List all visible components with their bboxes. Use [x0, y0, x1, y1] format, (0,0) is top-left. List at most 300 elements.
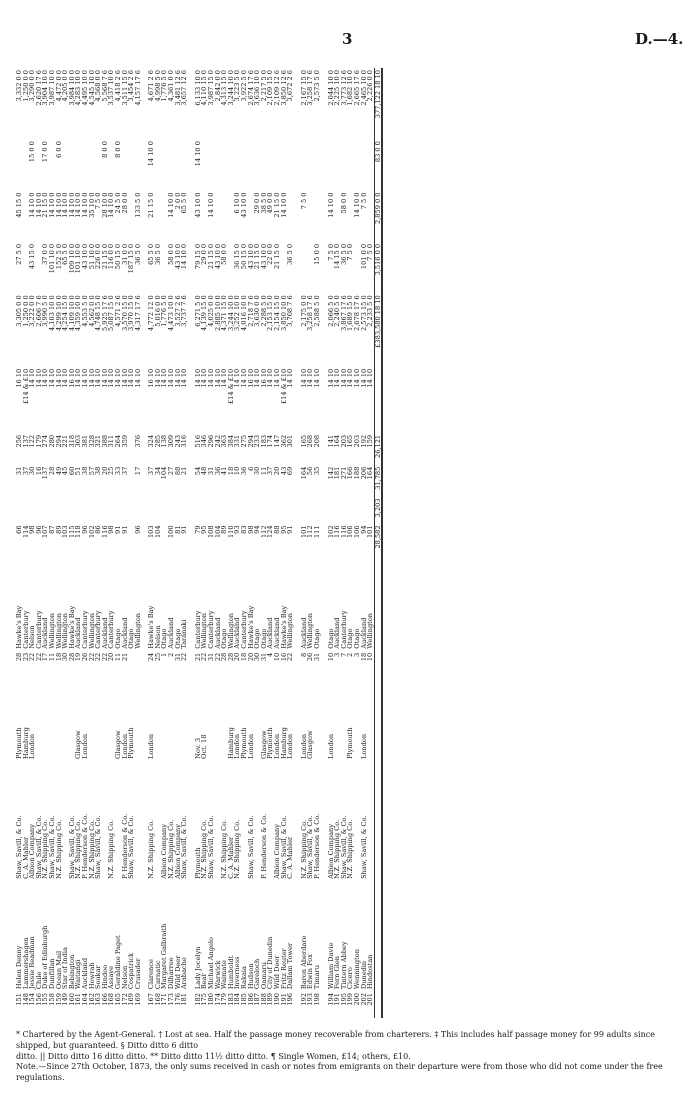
register-cell	[115, 497, 122, 524]
register-cell: 43 10 0	[193, 192, 202, 218]
register-cell: 188	[259, 993, 268, 1006]
document-reference: D.—4.	[635, 30, 684, 48]
register-cell: 3,987 10 0	[47, 70, 56, 106]
totals-cell: 2,859 0 0	[374, 191, 382, 242]
register-cell: 2,225 10 0	[333, 70, 342, 106]
register-cell: 8 0 0	[100, 141, 109, 158]
register-cell: 20	[246, 652, 255, 662]
register-cell	[195, 497, 202, 524]
register-cell: 14 10	[253, 368, 262, 388]
register-cell: 14 10 0	[207, 192, 216, 218]
register-cell: 1,776 5 0	[160, 70, 169, 102]
register-cell: 4,371 15 0	[220, 295, 229, 331]
register-cell: Auckland	[80, 957, 89, 990]
register-cell: 381	[80, 434, 89, 448]
register-cell	[301, 139, 308, 190]
register-cell: Canterbury	[339, 610, 348, 649]
register-cell	[307, 139, 314, 190]
register-cell: 17	[133, 466, 142, 476]
register-cell	[135, 497, 142, 524]
register-cell: Plymouth	[346, 727, 355, 759]
register-cell: Auckland	[41, 617, 50, 649]
register-cell	[334, 700, 341, 761]
register-cell: 3,737 7 6	[180, 295, 189, 327]
register-cell: 171	[160, 993, 169, 1006]
register-cell: 3,773 12 6	[339, 70, 348, 106]
register-cell: Crusader	[133, 958, 142, 990]
register-cell: 187	[253, 993, 262, 1006]
footnote-note: Note.—Since 27th October, 1873, the only sums received in cash or notes from emigrants on their departure were from those who did not come under the free regulations.	[16, 1062, 663, 1083]
register-cell: 294	[54, 434, 63, 448]
register-cell: 83	[240, 525, 248, 534]
register-cell: Canterbury	[94, 610, 103, 649]
register-row	[287, 68, 294, 1018]
register-cell: 112	[259, 525, 268, 539]
register-cell: 14 10	[299, 368, 308, 388]
register-cell: 10	[272, 652, 281, 662]
register-cell	[361, 497, 368, 524]
register-cell: 43	[279, 466, 288, 476]
register-cell: 3,708 7 6	[286, 295, 295, 327]
register-cell: 152 5 0	[54, 243, 63, 270]
register-cell: 179	[34, 434, 43, 448]
register-cell: 22	[286, 652, 295, 662]
register-cell: Wellington	[54, 612, 63, 649]
register-cell: 2,606 7 6	[34, 295, 43, 327]
register-cell: Humboldt	[226, 955, 235, 990]
register-cell	[56, 497, 63, 524]
register-cell: Shaw, Savill, & Co.	[246, 815, 255, 879]
register-cell: Wellington	[286, 612, 295, 649]
register-cell: 154	[28, 993, 37, 1006]
register-cell: 36 15 0	[233, 243, 242, 270]
register-cell	[301, 497, 308, 524]
register-cell: 359	[120, 434, 129, 448]
register-cell: 7 5 0	[366, 243, 375, 261]
register-cell: 201	[366, 993, 375, 1006]
register-cell: 14 10	[193, 368, 202, 388]
register-cell: 118	[74, 525, 83, 539]
register-cell: 203	[352, 434, 361, 448]
register-cell: 3,290 0 0	[28, 70, 37, 102]
register-cell: Wennington	[352, 949, 361, 990]
register-cell: 11	[47, 652, 56, 662]
register-cell: Wellington	[133, 612, 142, 649]
register-cell	[62, 497, 69, 524]
register-cell: Oct. 18	[200, 734, 209, 759]
register-cell: 4,571 2 6	[113, 295, 122, 327]
register-cell: 27 5 0	[15, 243, 23, 265]
register-row	[181, 68, 188, 1018]
register-cell: Auckland	[100, 617, 109, 649]
register-cell	[314, 191, 321, 242]
register-cell	[215, 139, 222, 190]
register-cell: 159	[54, 993, 63, 1006]
register-cell: Duke of Edinburgh	[41, 925, 50, 990]
register-cell	[367, 700, 374, 761]
register-cell: 37	[21, 466, 30, 476]
register-cell: Cicero	[346, 967, 355, 990]
register-cell	[341, 497, 348, 524]
register-cell: Canterbury	[207, 610, 216, 649]
register-cell	[128, 651, 135, 700]
register-cell	[354, 139, 361, 190]
register-cell: £14 & £10	[21, 368, 30, 405]
register-cell: 1,250 0 0	[21, 70, 30, 102]
register-cell: 14 10	[54, 368, 63, 388]
register-cell: 2,620 17 6	[34, 70, 43, 106]
register-cell: Shaw, Savill, & Co.	[15, 815, 23, 879]
register-cell: 14 10 0	[74, 192, 83, 218]
register-cell: 91	[286, 525, 295, 534]
register-cell: Auckland	[333, 617, 342, 649]
register-cell: 3,672 2 6	[286, 70, 295, 102]
register-cell: 108	[207, 525, 216, 539]
register-cell	[334, 139, 341, 190]
register-cell: 100	[167, 525, 176, 539]
register-cell: Albion Company	[272, 824, 281, 879]
register-cell	[215, 191, 222, 242]
register-cell: Plymouth	[127, 727, 136, 759]
register-cell: 15 0 0	[312, 243, 321, 265]
register-cell	[241, 139, 248, 190]
register-cell: 30	[253, 466, 262, 476]
register-cell: 181	[180, 993, 189, 1006]
register-cell: 14 10	[366, 368, 375, 388]
register-cell: 331	[233, 434, 242, 448]
register-cell: 3,630 0 0	[253, 295, 262, 327]
register-cell	[234, 139, 241, 190]
register-cell: P. Henderson & Co.	[120, 813, 129, 879]
register-cell: 3,537 10 0	[107, 70, 116, 106]
register-cell: 182	[193, 993, 202, 1006]
register-cell: 101 0 0	[359, 243, 368, 270]
register-cell: Taranaki	[180, 619, 189, 649]
register-cell: 14 10 0	[61, 192, 70, 218]
register-cell: 14 10 0	[352, 192, 361, 218]
register-cell: 28	[47, 466, 56, 476]
register-cell: 14 10	[94, 368, 103, 388]
register-cell: 280	[47, 434, 56, 448]
register-cell	[69, 497, 76, 524]
register-cell: 2,288 5 0	[259, 295, 268, 327]
register-cell: 36 5 0	[339, 243, 348, 265]
register-cell: London	[120, 733, 129, 759]
register-cell: 233	[253, 434, 262, 448]
register-cell: Shaw, Savill, & Co.	[67, 815, 76, 879]
register-cell: 14 10	[220, 368, 229, 388]
register-cell: Wellington	[226, 612, 235, 649]
register-cell	[274, 139, 281, 190]
register-cell	[307, 191, 314, 242]
register-cell: 21 15 0	[207, 243, 216, 270]
register-cell	[108, 497, 115, 524]
register-cell: 45 15 0	[15, 192, 23, 218]
register-cell: Albion Company	[160, 824, 169, 879]
register-cell: 101	[366, 525, 375, 539]
register-cell: Star of India	[61, 947, 70, 990]
register-cell: 66	[15, 525, 23, 534]
register-cell: 19	[74, 652, 83, 662]
register-cell: 10	[326, 652, 335, 662]
register-cell: 17 0 0	[41, 141, 50, 163]
register-cell: 4,748 15 0	[94, 295, 103, 331]
register-cell: 103	[147, 525, 156, 539]
register-cell: 26	[306, 652, 315, 662]
register-cell: 3,527 2 6	[173, 295, 182, 327]
register-cell: 96	[80, 525, 89, 534]
register-cell	[62, 139, 69, 190]
register-cell: 79	[193, 525, 202, 534]
totals-spacer	[374, 881, 382, 991]
register-cell: 6,133 10 0	[193, 70, 202, 106]
register-cell: Assaye	[107, 965, 116, 990]
register-cell: 2,465 10 0	[359, 70, 368, 106]
register-cell: Hamburg	[21, 727, 30, 759]
register-cell: 37	[147, 466, 156, 476]
register-cell: 187 15 0	[127, 243, 136, 274]
register-cell: 4,772 12 0	[147, 295, 156, 331]
register-cell: Bear	[200, 973, 209, 990]
register-cell: 35	[312, 466, 321, 476]
register-cell: Wellington	[366, 612, 375, 649]
register-cell: Nelson	[120, 965, 129, 990]
register-cell: 18	[240, 652, 248, 662]
register-cell: Auckland	[120, 617, 129, 649]
register-cell: 94	[253, 525, 262, 534]
register-cell	[181, 497, 188, 524]
register-cell: 147	[272, 434, 281, 448]
register-cell: 14 10	[160, 368, 169, 388]
register-cell: 14 10 0	[34, 192, 43, 218]
register-cell: 37	[266, 466, 275, 476]
register-cell	[267, 497, 274, 524]
register-cell: 28	[67, 652, 76, 662]
register-cell: 183	[226, 993, 235, 1006]
register-cell: 193	[306, 993, 315, 1006]
register-cell: 104	[213, 525, 222, 539]
register-cell: Glasgow	[306, 730, 315, 759]
register-row	[361, 68, 368, 1018]
register-cell: 14 10 0	[54, 192, 63, 218]
register-cell: 14 10	[100, 368, 109, 388]
register-cell: 181	[333, 466, 342, 480]
register-cell: 43 10 0	[240, 192, 248, 218]
register-cell: 166	[100, 993, 109, 1006]
register-cell	[301, 242, 308, 293]
register-cell	[16, 497, 23, 524]
register-cell: 110	[226, 525, 235, 539]
register-cell: Hindostan	[366, 954, 375, 990]
register-cell	[75, 139, 82, 190]
register-cell	[155, 497, 162, 524]
register-cell: C. A. Mahler	[286, 836, 295, 879]
register-cell: William Davie	[326, 942, 335, 990]
register-cell: 14 10 0	[67, 192, 76, 218]
register-cell: 91	[180, 525, 189, 534]
register-cell: 3,922 5 0	[240, 70, 248, 102]
register-cell: 137	[21, 434, 30, 448]
totals-spacer	[374, 761, 382, 881]
register-cell	[89, 700, 96, 761]
register-cell: 10	[233, 466, 242, 476]
register-cell: 14 10 0	[180, 243, 189, 270]
register-cell: 38	[80, 466, 89, 476]
register-cell: 11	[113, 652, 122, 662]
register-cell: Dilharree	[167, 957, 176, 990]
register-cell: N.Z. Shipping Co.	[299, 819, 308, 879]
register-cell: 14 10	[200, 368, 209, 388]
register-cell	[215, 700, 222, 761]
register-cell: C. A. Mahler	[21, 836, 30, 879]
register-cell: 58 0 0	[339, 192, 348, 214]
register-cell: 31	[15, 466, 23, 476]
register-cell: 17	[41, 652, 50, 662]
page-number: 3	[342, 30, 353, 48]
register-cell: 274	[41, 434, 50, 448]
register-cell	[208, 139, 215, 190]
register-cell	[281, 497, 288, 524]
register-cell: 14 10	[41, 368, 50, 388]
register-cell: 14 10	[47, 368, 56, 388]
register-cell	[294, 242, 301, 293]
register-cell	[314, 497, 321, 524]
register-cell: London	[28, 733, 37, 759]
register-cell: 1,250 0 0	[21, 295, 30, 327]
register-cell: Glasgow	[113, 730, 122, 759]
register-cell: 206	[359, 466, 368, 480]
register-cell	[128, 139, 135, 190]
register-cell: 11	[259, 466, 268, 476]
register-cell	[36, 700, 43, 761]
register-cell: Lammershagen	[21, 937, 30, 990]
register-cell: 4,157 17 6	[133, 70, 142, 106]
register-cell: Otago	[312, 628, 321, 649]
register-cell: Canterbury	[34, 610, 43, 649]
register-cell: 164	[333, 434, 342, 448]
register-cell: Cospatrick	[127, 952, 136, 990]
register-cell: 192	[359, 434, 368, 448]
register-cell	[347, 497, 354, 524]
register-cell: C. A. Mahler	[226, 836, 235, 879]
register-cell	[82, 139, 89, 190]
register-cell	[168, 700, 175, 761]
register-cell: 14 10	[120, 368, 129, 388]
register-cell	[208, 700, 215, 761]
register-cell: 38	[94, 466, 103, 476]
register-cell: Shaw, Savill, & Co.	[94, 815, 103, 879]
register-cell: 6 0 0	[54, 141, 63, 158]
register-cell: 311	[107, 434, 116, 448]
register-cell: 45	[61, 466, 70, 476]
register-cell: 35 10 0	[87, 192, 96, 218]
register-cell: 1	[160, 652, 169, 657]
register-cell: 2,066 5 0	[326, 295, 335, 327]
register-cell: £14 & £10	[279, 368, 288, 405]
register-cell	[328, 497, 335, 524]
register-cell: Shaw, Savill, & Co.	[34, 815, 43, 879]
register-cell: Canterbury	[240, 610, 248, 649]
register-cell: Hawke's Bay	[279, 605, 288, 649]
register-cell: 31	[259, 652, 268, 662]
register-cell: 25	[107, 466, 116, 476]
register-cell	[307, 497, 314, 524]
register-cell: Inverness	[233, 956, 242, 990]
register-cell: 14 10	[113, 368, 122, 388]
register-cell: 138	[160, 434, 169, 448]
register-cell	[23, 497, 30, 524]
register-cell: 58 0 0	[167, 243, 176, 265]
register-cell: 4,205 0 0	[61, 70, 70, 102]
register-cell	[82, 497, 89, 524]
register-cell: 22	[213, 652, 222, 662]
register-cell: 174	[266, 434, 275, 448]
register-cell: 98	[246, 525, 255, 534]
register-cell: 3,305 0 0	[15, 295, 23, 327]
register-cell: 3,657 12 6	[180, 70, 189, 106]
register-cell: Ocean Mail	[54, 950, 63, 990]
register-cell: 18	[54, 652, 63, 662]
register-cell: P. Henderson & Co.	[259, 813, 268, 879]
register-cell	[95, 497, 102, 524]
register-cell: Lady Jocelyn	[193, 946, 202, 990]
register-cell: 86	[94, 525, 103, 534]
register-cell: 14 10	[266, 368, 275, 388]
register-cell: 3,252 10 0	[233, 295, 242, 331]
register-cell: Auckland	[359, 617, 368, 649]
register-cell: Albion Company	[173, 824, 182, 879]
register-cell: 14 10	[173, 368, 182, 388]
register-cell: Wellington	[306, 612, 315, 649]
register-cell: Otago	[326, 628, 335, 649]
rotated-ship-register	[16, 68, 684, 1018]
register-cell: 50 15 0	[240, 243, 248, 270]
register-cell: 111	[312, 525, 321, 539]
register-cell: 43 15 0	[28, 243, 37, 270]
register-cell: Otago	[352, 628, 361, 649]
register-cell: 271	[339, 466, 348, 480]
register-cell: 14 10	[333, 368, 342, 388]
register-cell: Plymouth	[266, 727, 275, 759]
register-cell: 10	[366, 652, 375, 662]
register-cell: 16 10	[15, 368, 23, 388]
register-cell	[328, 139, 335, 190]
register-cell: 169	[133, 993, 142, 1006]
register-cell: 268	[306, 434, 315, 448]
register-cell: 190	[272, 993, 281, 1006]
register-cell: 91	[120, 525, 129, 534]
register-cell: 376	[133, 434, 142, 448]
register-cell: 309	[167, 434, 176, 448]
register-row	[135, 68, 142, 1018]
register-cell: 2,885 10 0	[213, 295, 222, 331]
register-cell: 14 10 0	[107, 192, 116, 218]
register-cell: Otago	[113, 628, 122, 649]
register-cell: 88	[173, 466, 182, 476]
register-cell: Glasgow	[74, 730, 83, 759]
register-cell: 4,103 10 0	[47, 295, 56, 331]
totals-cell: £383,580 18 10	[374, 293, 382, 366]
register-cell: 363	[220, 434, 229, 448]
register-cell: 226 0 0	[94, 243, 103, 270]
register-cell	[122, 497, 129, 524]
register-cell: 102	[87, 525, 96, 539]
register-cell: 122	[28, 434, 37, 448]
register-cell: 2,109 15 0	[266, 70, 275, 106]
register-cell: 242	[213, 434, 222, 448]
register-cell: 30	[61, 652, 70, 662]
register-cell: 93	[233, 525, 242, 534]
